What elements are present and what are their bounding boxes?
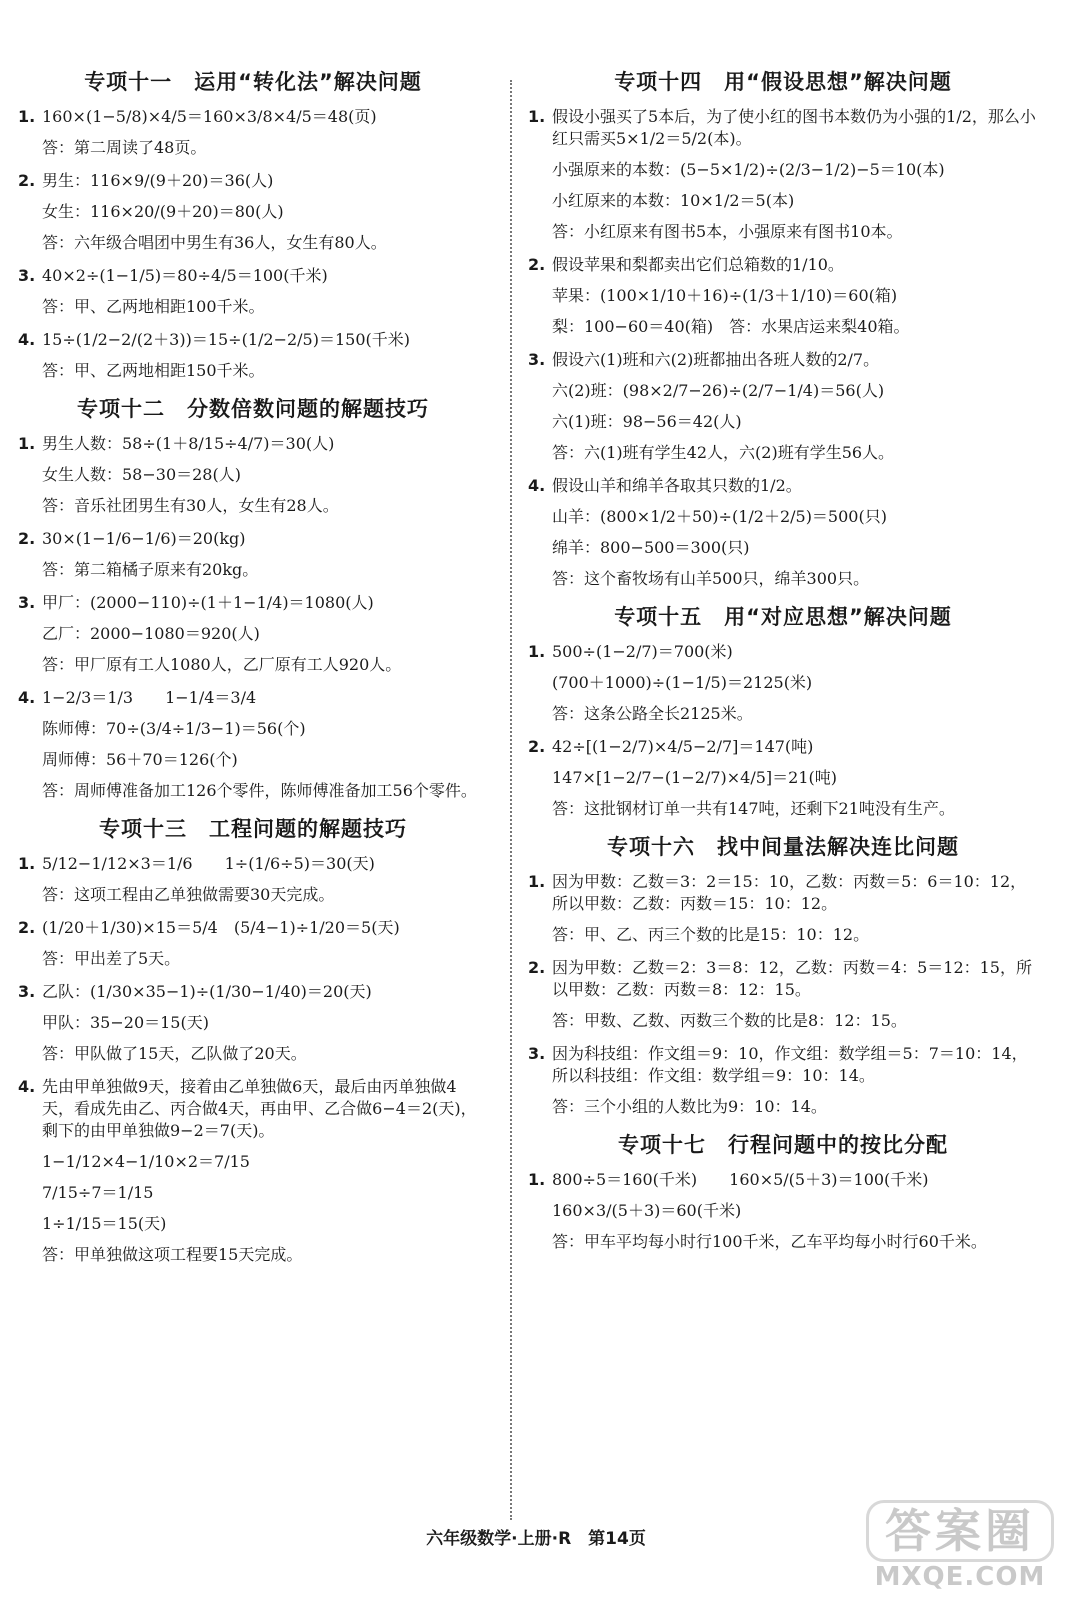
solution-line: 500÷(1−2/7)＝700(米) xyxy=(552,642,733,661)
solution-line: 7/15÷7＝1/15 xyxy=(42,1183,154,1202)
problem-body xyxy=(42,528,488,583)
answer-line: 答：第二箱橘子原来有20kg。 xyxy=(42,560,259,579)
problem-item xyxy=(528,736,1038,822)
solution-line: 160×(1−5/8)×4/5＝160×3/8×4/5＝48(页) xyxy=(42,107,377,126)
answer-line: 答：甲单独做这项工程要15天完成。 xyxy=(42,1245,303,1264)
problem-body xyxy=(42,1076,488,1268)
problem-body xyxy=(42,265,488,320)
problem-body xyxy=(42,687,488,804)
solution-line: 假设山羊和绵羊各取其只数的1/2。 xyxy=(552,476,802,495)
problem-number: 1. xyxy=(18,434,36,453)
answer-line: 答：这个畜牧场有山羊500只，绵羊300只。 xyxy=(552,569,870,588)
solution-line: 六(2)班：(98×2/7−26)÷(2/7−1/4)＝56(人) xyxy=(552,381,885,400)
problem-number: 1. xyxy=(528,872,546,891)
answer-line: 答：音乐社团男生有30人，女生有28人。 xyxy=(42,496,339,515)
problem-item xyxy=(18,329,488,384)
problem-body xyxy=(552,106,1038,245)
problem-item xyxy=(18,265,488,320)
page-footer: 六年级数学·上册·R 第14页 xyxy=(426,1529,646,1549)
solution-line: 160×3/(5＋3)＝60(千米) xyxy=(552,1201,742,1220)
problem-number: 1. xyxy=(18,854,36,873)
solution-line: 40×2÷(1−1/5)＝80÷4/5＝100(千米) xyxy=(42,266,328,285)
watermark-url: MXQE.COM xyxy=(874,1562,1046,1592)
problem-item xyxy=(528,1169,1038,1255)
answer-line: 答：这项工程由乙单独做需要30天完成。 xyxy=(42,885,335,904)
solution-line: 15÷(1/2−2/(2＋3))＝15÷(1/2−2/5)＝150(千米) xyxy=(42,330,411,349)
problem-number: 1. xyxy=(18,107,36,126)
solution-line: 假设苹果和梨都卖出它们总箱数的1/10。 xyxy=(552,255,844,274)
solution-line: 147×[1−2/7−(1−2/7)×4/5]＝21(吨) xyxy=(552,768,837,787)
problem-number: 4. xyxy=(18,330,36,349)
problem-number: 2. xyxy=(528,958,546,977)
solution-line: (700＋1000)÷(1−1/5)＝2125(米) xyxy=(552,673,813,692)
problem-number: 4. xyxy=(18,688,36,707)
problem-body xyxy=(42,853,488,908)
solution-line: 女生：116×20/(9＋20)＝80(人) xyxy=(42,202,284,221)
section-title: 专项十三 工程问题的解题技巧 xyxy=(99,817,407,841)
problem-number: 3. xyxy=(18,982,36,1001)
solution-line: 假设小强买了5本后，为了使小红的图书本数仍为小强的1/2，那么小红只需买5×1/2＝5/2(本)。 xyxy=(552,107,1036,148)
solution-line: 42÷[(1−2/7)×4/5−2/7]＝147(吨) xyxy=(552,737,814,756)
problem-body xyxy=(42,433,488,519)
problem-number: 1. xyxy=(528,107,546,126)
problem-item xyxy=(528,475,1038,592)
problem-item xyxy=(18,1076,488,1268)
answer-line: 梨：100−60＝40(箱) 答：水果店运来梨40箱。 xyxy=(552,317,910,336)
problem-item xyxy=(528,106,1038,245)
problem-body xyxy=(42,917,488,972)
answer-line: 答：小红原来有图书5本，小强原来有图书10本。 xyxy=(552,222,903,241)
problem-body xyxy=(552,349,1038,466)
left-column xyxy=(18,62,488,1277)
problem-item xyxy=(528,1043,1038,1120)
problem-number: 3. xyxy=(18,266,36,285)
problem-item xyxy=(18,592,488,678)
section-title: 专项十一 运用“转化法”解决问题 xyxy=(84,70,422,94)
solution-line: 小强原来的本数：(5−5×1/2)÷(2/3−1/2)−5＝10(本) xyxy=(552,160,945,179)
problem-number: 4. xyxy=(528,476,546,495)
solution-line: 甲队：35−20＝15(天) xyxy=(42,1013,209,1032)
solution-line: (1/20＋1/30)×15＝5/4 (5/4−1)÷1/20＝5(天) xyxy=(42,918,400,937)
problem-item xyxy=(18,106,488,161)
problem-body xyxy=(42,106,488,161)
problem-item xyxy=(528,957,1038,1034)
answer-line: 答：六(1)班有学生42人，六(2)班有学生56人。 xyxy=(552,443,895,462)
problem-item xyxy=(18,917,488,972)
problem-body xyxy=(552,641,1038,727)
solution-line: 小红原来的本数：10×1/2＝5(本) xyxy=(552,191,795,210)
answer-line: 答：周师傅准备加工126个零件，陈师傅准备加工56个零件。 xyxy=(42,781,477,800)
solution-line: 男生：116×9/(9＋20)＝36(人) xyxy=(42,171,274,190)
solution-line: 1−2/3＝1/3 1−1/4＝3/4 xyxy=(42,688,257,707)
problem-item xyxy=(528,641,1038,727)
problem-item xyxy=(18,853,488,908)
problem-number: 2. xyxy=(528,737,546,756)
problem-number: 2. xyxy=(18,918,36,937)
problem-item xyxy=(18,433,488,519)
section-title: 专项十五 用“对应思想”解决问题 xyxy=(614,605,952,629)
problem-item xyxy=(18,170,488,256)
problem-body xyxy=(552,1169,1038,1255)
answer-line: 答：第二周读了48页。 xyxy=(42,138,207,157)
problem-body xyxy=(552,871,1038,948)
solution-line: 甲厂：(2000−110)÷(1＋1−1/4)＝1080(人) xyxy=(42,593,374,612)
solution-line: 周师傅：56＋70＝126(个) xyxy=(42,750,238,769)
problem-body xyxy=(42,170,488,256)
solution-line: 5/12−1/12×3＝1/6 1÷(1/6÷5)＝30(天) xyxy=(42,854,375,873)
problem-number: 2. xyxy=(18,529,36,548)
solution-line: 因为甲数：乙数＝2：3＝8：12，乙数：丙数＝4：5＝12：15，所以甲数：乙数：丙数＝8：12：15。 xyxy=(552,958,1032,999)
problem-body xyxy=(552,957,1038,1034)
solution-line: 山羊：(800×1/2＋50)÷(1/2＋2/5)＝500(只) xyxy=(552,507,887,526)
section-title: 专项十六 找中间量法解决连比问题 xyxy=(607,835,959,859)
problem-body xyxy=(42,981,488,1067)
solution-line: 30×(1−1/6−1/6)＝20(kg) xyxy=(42,529,246,548)
solution-line: 因为甲数：乙数＝3：2＝15：10，乙数：丙数＝5：6＝10：12，所以甲数：乙数：丙数＝15：10：12。 xyxy=(552,872,1027,913)
answer-line: 答：甲队做了15天，乙队做了20天。 xyxy=(42,1044,307,1063)
solution-line: 假设六(1)班和六(2)班都抽出各班人数的2/7。 xyxy=(552,350,880,369)
problem-item xyxy=(18,528,488,583)
column-divider xyxy=(510,80,512,1520)
solution-line: 乙厂：2000−1080＝920(人) xyxy=(42,624,260,643)
answer-line: 答：三个小组的人数比为9：10：14。 xyxy=(552,1097,827,1116)
answer-line: 答：六年级合唱团中男生有36人，女生有80人。 xyxy=(42,233,387,252)
problem-number: 2. xyxy=(18,171,36,190)
problem-item xyxy=(528,349,1038,466)
answer-line: 答：甲车平均每小时行100千米，乙车平均每小时行60千米。 xyxy=(552,1232,987,1251)
section-title: 专项十四 用“假设思想”解决问题 xyxy=(614,70,952,94)
problem-item xyxy=(18,687,488,804)
answer-line: 答：甲、乙两地相距100千米。 xyxy=(42,297,265,316)
problem-body xyxy=(552,475,1038,592)
answer-line: 答：甲、乙、丙三个数的比是15：10：12。 xyxy=(552,925,870,944)
problem-number: 1. xyxy=(528,1170,546,1189)
solution-line: 绵羊：800−500＝300(只) xyxy=(552,538,750,557)
solution-line: 陈师傅：70÷(3/4÷1/3−1)＝56(个) xyxy=(42,719,306,738)
problem-body xyxy=(552,1043,1038,1120)
answer-line: 答：甲厂原有工人1080人，乙厂原有工人920人。 xyxy=(42,655,402,674)
answer-line: 答：这条公路全长2125米。 xyxy=(552,704,753,723)
watermark-text: 答案圈 xyxy=(866,1500,1054,1562)
solution-line: 800÷5＝160(千米) 160×5/(5＋3)＝100(千米) xyxy=(552,1170,929,1189)
solution-line: 苹果：(100×1/10＋16)÷(1/3＋1/10)＝60(箱) xyxy=(552,286,898,305)
problem-number: 4. xyxy=(18,1077,36,1096)
problem-number: 3. xyxy=(528,1044,546,1063)
problem-body xyxy=(552,736,1038,822)
solution-line: 男生人数：58÷(1＋8/15÷4/7)＝30(人) xyxy=(42,434,335,453)
answer-line: 答：甲数、乙数、丙数三个数的比是8：12：15。 xyxy=(552,1011,907,1030)
solution-line: 六(1)班：98−56＝42(人) xyxy=(552,412,742,431)
section-title: 专项十二 分数倍数问题的解题技巧 xyxy=(77,397,429,421)
problem-number: 3. xyxy=(528,350,546,369)
section-title: 专项十七 行程问题中的按比分配 xyxy=(618,1133,948,1157)
problem-body xyxy=(42,592,488,678)
problem-number: 2. xyxy=(528,255,546,274)
problem-item xyxy=(18,981,488,1067)
solution-line: 1÷1/15＝15(天) xyxy=(42,1214,167,1233)
problem-number: 3. xyxy=(18,593,36,612)
problem-body xyxy=(552,254,1038,340)
answer-line: 答：甲、乙两地相距150千米。 xyxy=(42,361,265,380)
answer-line: 答：甲出差了5天。 xyxy=(42,949,181,968)
problem-item xyxy=(528,254,1038,340)
right-column xyxy=(528,62,1038,1264)
answer-line: 答：这批钢材订单一共有147吨，还剩下21吨没有生产。 xyxy=(552,799,955,818)
solution-line: 因为科技组：作文组＝9：10，作文组：数学组＝5：7＝10：14，所以科技组：作文组：数学组＝9：10：14。 xyxy=(552,1044,1028,1085)
solution-line: 先由甲单独做9天，接着由乙单独做6天，最后由丙单独做4天，看成先由乙、丙合做4天，再由甲、乙合做6−4＝2(天)，剩下的由甲单独做9−2＝7(天)。 xyxy=(42,1077,477,1140)
problem-number: 1. xyxy=(528,642,546,661)
problem-body xyxy=(42,329,488,384)
solution-line: 1−1/12×4−1/10×2＝7/15 xyxy=(42,1152,250,1171)
solution-line: 乙队：(1/30×35−1)÷(1/30−1/40)＝20(天) xyxy=(42,982,372,1001)
watermark-logo xyxy=(866,1500,1054,1592)
solution-line: 女生人数：58−30＝28(人) xyxy=(42,465,241,484)
problem-item xyxy=(528,871,1038,948)
